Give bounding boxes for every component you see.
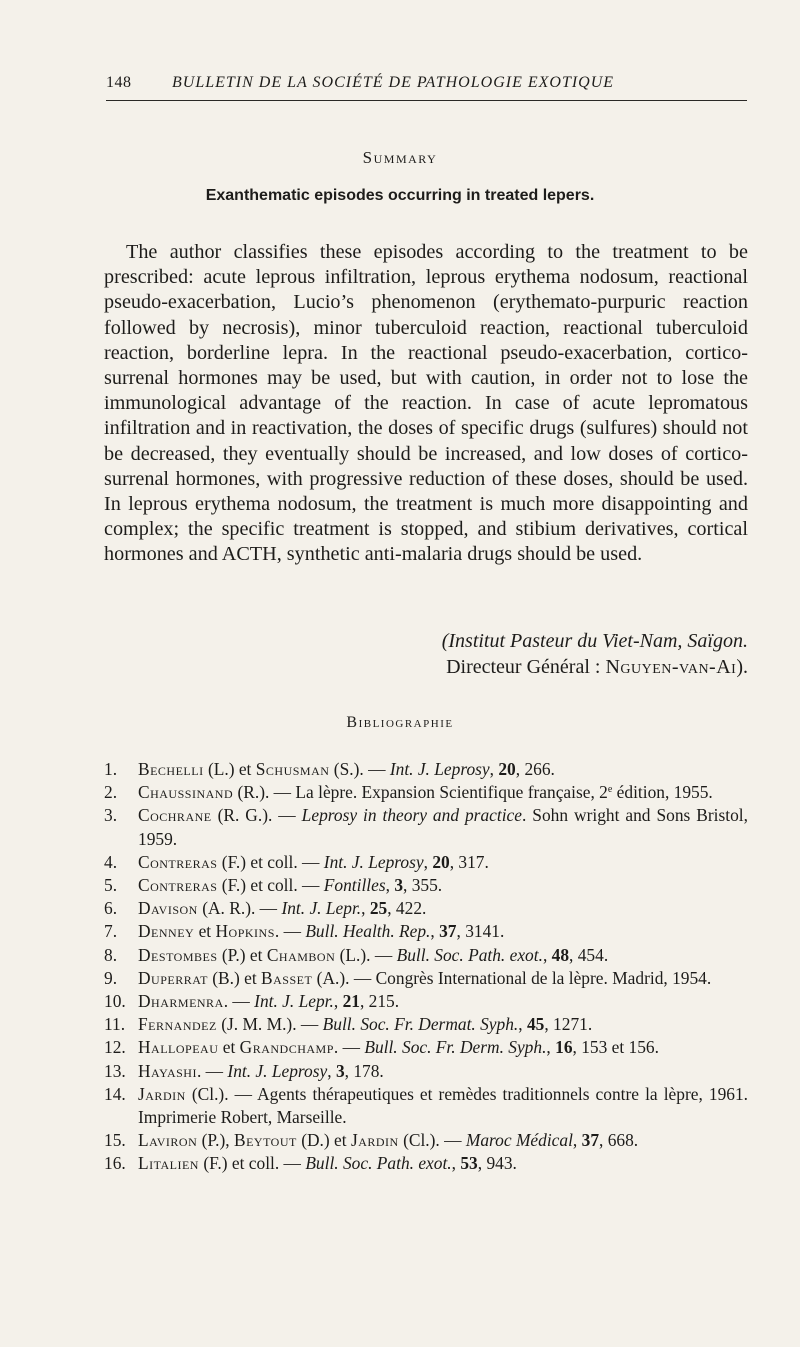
reference-pages: , 153 et 156. <box>572 1037 659 1058</box>
reference-item <box>104 781 748 804</box>
reference-author: Chaussinand <box>138 782 234 803</box>
director-suffix: ). <box>736 656 748 678</box>
reference-text: (A.). — Congrès International de la lèpre. Madrid, 1954. <box>312 967 712 988</box>
reference-author: Chambon <box>266 944 336 965</box>
reference-volume: 3 <box>394 875 404 896</box>
reference-item <box>104 1152 748 1175</box>
reference-author: Laviron <box>138 1130 198 1151</box>
reference-text: . — <box>223 991 255 1012</box>
reference-separator: , <box>489 759 499 779</box>
reference-item <box>104 804 748 850</box>
reference-text: et <box>194 921 216 942</box>
reference-item <box>104 874 748 897</box>
reference-text: (R. G.). — <box>211 805 302 826</box>
reference-pages: , 355. <box>403 875 443 896</box>
reference-author: Grandchamp <box>239 1037 334 1058</box>
reference-item <box>104 990 748 1013</box>
reference-author: Hallopeau <box>138 1037 219 1058</box>
reference-author: Fernandez <box>138 1014 217 1035</box>
reference-author: Duperrat <box>138 967 208 988</box>
reference-item <box>104 1013 748 1036</box>
reference-author: Contreras <box>138 851 218 872</box>
reference-number: 11. <box>104 1014 126 1035</box>
reference-journal: Int. J. Leprosy <box>323 851 424 872</box>
reference-journal: Bull. Soc. Fr. Derm. Syph. <box>364 1037 547 1058</box>
reference-text: . — <box>274 921 306 942</box>
reference-number: 15. <box>104 1130 126 1151</box>
reference-number: 10. <box>104 991 126 1012</box>
reference-text: (S.). — <box>329 759 390 779</box>
reference-author: Jardin <box>138 1083 186 1104</box>
reference-separator: , <box>518 1014 527 1035</box>
reference-volume: 25 <box>369 898 388 919</box>
reference-number: 13. <box>104 1060 126 1081</box>
journal-title: BULLETIN DE LA SOCIÉTÉ DE PATHOLOGIE EXOTIQUE <box>172 74 615 91</box>
reference-text: (F.) et coll. — <box>217 851 324 872</box>
reference-journal: Bull. Soc. Path. exot. <box>396 944 543 965</box>
reference-journal: Fontilles <box>323 875 386 896</box>
reference-author: Contreras <box>138 875 218 896</box>
reference-pages: , 266. <box>515 759 555 779</box>
summary-paragraph: The author classifies these episodes according to the treatment to be prescribed: acute leprous infiltration, leprous erythema nodosum, reactional pseudo-exacerbation, Lucio’s phenomenon (erythemato-purpuric reaction followed by necrosis), minor tuberculoid reaction, reactional tuberculoid reaction, borderline lepra. In the reactional pseudo-exacerbation, cortico-surrenal hormones may be used, but with caution, in order not to lose the immunological advantage of the reaction. In case of acute lepromatous infiltration and in reactivation, the doses of specific drugs (sulfures) should not be decreased, they eventually should be increased, and low doses of cortico-surrenal hormones, with progressive reduction of these doses, should be used. In leprous erythema nodosum, the treatment is much more disappointing and complex; the specific treatment is stopped, and stibium derivatives, cortical hormones and ACTH, synthetic anti-malaria drugs should be used. <box>104 241 748 566</box>
reference-item <box>104 1129 748 1152</box>
reference-item <box>104 758 748 781</box>
reference-author: Denney <box>138 921 195 942</box>
affiliation-institute: (Institut Pasteur du Viet-Nam, Saïgon. <box>441 630 748 652</box>
reference-pages: , 422. <box>387 898 427 919</box>
reference-number: 1. <box>104 759 118 779</box>
reference-number: 5. <box>104 875 118 896</box>
reference-pages: , 3141. <box>456 921 505 942</box>
reference-volume: 48 <box>551 944 570 965</box>
reference-item <box>104 920 748 943</box>
summary-heading: Summary <box>362 148 438 167</box>
reference-item <box>104 1083 748 1129</box>
reference-volume: 20 <box>498 759 516 779</box>
reference-author: Schusman <box>255 759 330 779</box>
reference-author: Hayashi <box>138 1060 197 1081</box>
page-number: 148 <box>106 74 132 91</box>
reference-text: (B.) et <box>207 967 262 988</box>
reference-separator: , <box>542 944 552 965</box>
reference-text: (A. R.). — <box>197 898 282 919</box>
reference-volume: 3 <box>335 1060 345 1081</box>
reference-author: Hopkins <box>215 921 275 942</box>
reference-number: 14. <box>104 1083 126 1104</box>
reference-journal: Maroc Médical <box>465 1130 573 1151</box>
reference-journal: Bull. Health. Rep. <box>305 921 431 942</box>
reference-number: 3. <box>104 805 118 826</box>
reference-item <box>104 967 748 990</box>
reference-volume: 21 <box>342 991 360 1012</box>
reference-pages: , 215. <box>359 991 400 1012</box>
reference-item <box>104 897 748 920</box>
reference-text: et <box>218 1037 240 1058</box>
reference-number: 16. <box>104 1153 126 1174</box>
reference-author: Basset <box>261 967 313 988</box>
reference-text: (Cl.). — <box>398 1130 466 1151</box>
reference-author: Davison <box>138 898 198 919</box>
reference-author: Bechelli <box>138 759 204 779</box>
reference-pages: , 317. <box>449 851 489 872</box>
summary-subtitle: Exanthematic episodes occurring in treated lepers. <box>205 187 595 204</box>
reference-author: Litalien <box>138 1153 199 1174</box>
reference-text: (D.) et <box>296 1130 351 1151</box>
reference-volume: 45 <box>526 1014 545 1035</box>
director-prefix: Directeur Général : <box>446 656 606 678</box>
reference-journal: Int. J. Leprosy <box>227 1060 328 1081</box>
reference-separator: , <box>361 898 370 919</box>
reference-number: 6. <box>104 898 118 919</box>
reference-volume: 53 <box>460 1153 478 1174</box>
reference-superscript: e <box>607 784 613 796</box>
affiliation-director <box>446 654 748 680</box>
reference-text: . — <box>333 1037 365 1058</box>
reference-volume: 16 <box>555 1037 573 1058</box>
reference-author: Beytout <box>233 1130 297 1151</box>
reference-journal: Bull. Soc. Path. exot. <box>305 1153 452 1174</box>
reference-text: (P.) et <box>217 944 267 965</box>
reference-text: (F.) et coll. — <box>217 875 324 896</box>
reference-volume: 37 <box>439 921 457 942</box>
reference-number: 4. <box>104 851 118 872</box>
reference-item <box>104 1036 748 1059</box>
reference-number: 8. <box>104 944 118 965</box>
reference-text: édition, 1955. <box>612 782 713 803</box>
reference-journal: Bull. Soc. Fr. Dermat. Syph. <box>322 1014 519 1035</box>
reference-author: Dharmenra <box>138 991 224 1012</box>
reference-separator: , <box>327 1060 336 1081</box>
bibliography-heading: Bibliographie <box>346 714 454 731</box>
reference-separator: , <box>430 921 440 942</box>
reference-journal: Int. J. Leprosy <box>389 759 490 779</box>
reference-author: Cochrane <box>138 805 212 826</box>
reference-journal: Leprosy in theory and practice <box>301 805 522 826</box>
reference-separator: , <box>546 1037 556 1058</box>
reference-pages: , 943. <box>477 1153 517 1174</box>
reference-text: (L.) et <box>203 759 256 779</box>
bibliography-list <box>104 758 748 1176</box>
reference-text: (Cl.). — Agents thérapeutiques et remèdes traditionnels contre la lèpre, 1961. Imprimerie Robert, Marseille. <box>138 1083 748 1128</box>
reference-author: Jardin <box>350 1130 399 1151</box>
director-name: Nguyen-van-Ai <box>605 656 737 678</box>
reference-author: Destombes <box>138 944 218 965</box>
reference-text: (P.), <box>197 1130 234 1151</box>
reference-number: 12. <box>104 1037 126 1058</box>
header-rule <box>106 100 747 101</box>
reference-separator: , <box>385 875 395 896</box>
reference-journal: Int. J. Lepr. <box>254 991 334 1012</box>
reference-pages: , 454. <box>569 944 609 965</box>
reference-text: (L.). — <box>335 944 397 965</box>
reference-item <box>104 944 748 967</box>
reference-text: (F.) et coll. — <box>198 1153 306 1174</box>
reference-separator: , <box>572 1130 582 1151</box>
reference-pages: . Sohn wright and Sons Bristol, 1959. <box>138 805 748 849</box>
reference-number: 9. <box>104 967 118 988</box>
reference-pages: , 178. <box>344 1060 384 1081</box>
reference-number: 7. <box>104 921 118 942</box>
reference-separator: , <box>333 991 343 1012</box>
reference-volume: 20 <box>432 851 450 872</box>
reference-pages: , 668. <box>599 1130 639 1151</box>
reference-journal: Int. J. Lepr. <box>281 898 362 919</box>
reference-item <box>104 851 748 874</box>
reference-number: 2. <box>104 782 118 803</box>
reference-text: (R.). — La lèpre. Expansion Scientifique française, 2 <box>233 782 608 803</box>
reference-text: (J. M. M.). — <box>216 1014 323 1035</box>
reference-separator: , <box>451 1153 461 1174</box>
reference-pages: , 1271. <box>544 1014 593 1035</box>
reference-text: . — <box>196 1060 228 1081</box>
reference-separator: , <box>423 851 433 872</box>
reference-item <box>104 1060 748 1083</box>
reference-volume: 37 <box>581 1130 600 1151</box>
